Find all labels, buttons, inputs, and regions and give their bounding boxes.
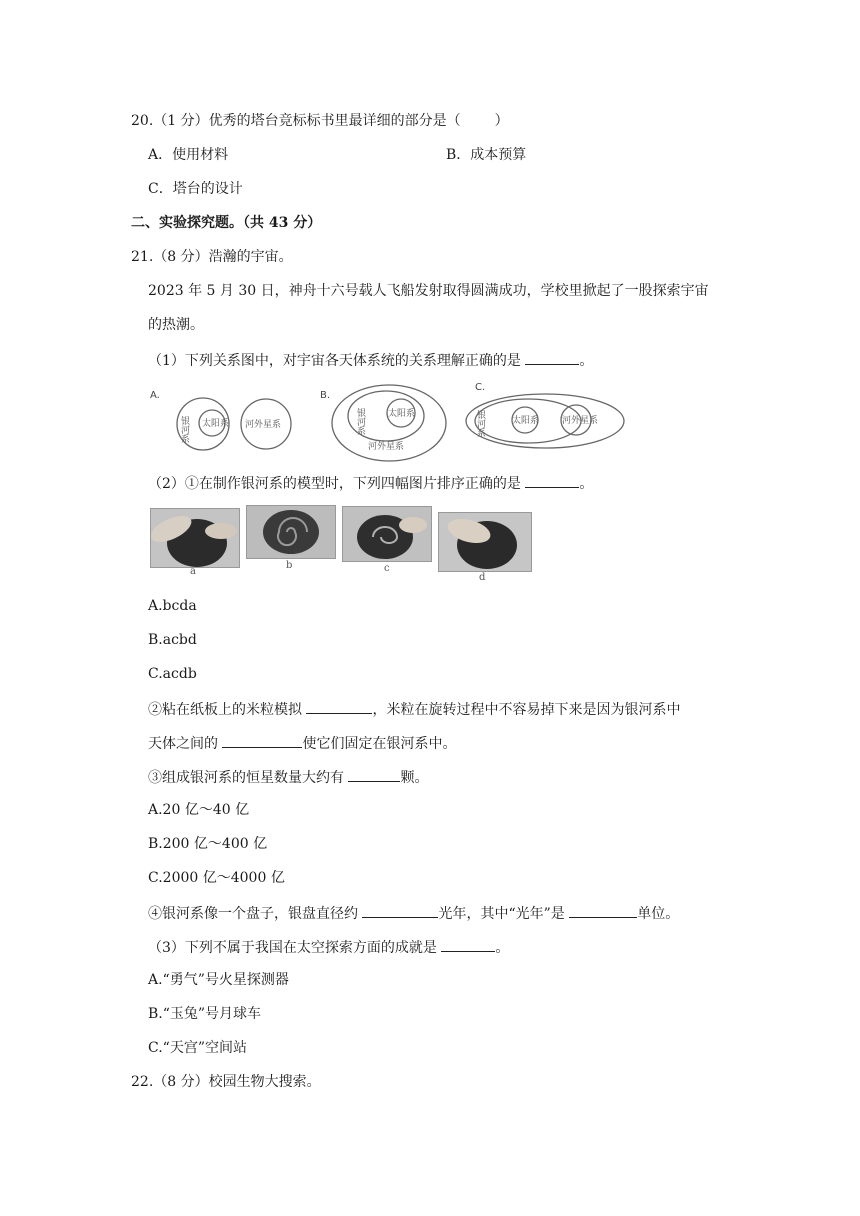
q21-part2-1: （2）①在制作银河系的模型时，下列四幅图片排序正确的是 。 <box>148 473 593 493</box>
diagram-b-taiyang: 太阳系 <box>388 409 416 419</box>
q20-option-b: B．成本预算 <box>446 147 527 163</box>
q21-intro-line2: 的热潮。 <box>148 317 204 333</box>
q21-intro-line1: 2023 年 5 月 30 日，神舟十六号载人飞船发射取得圆满成功，学校里掀起了一股探索宇宙 <box>148 283 709 299</box>
q21-part3: （3）下列不属于我国在太空探索方面的成就是 。 <box>148 937 509 957</box>
q21-part2-2-line1: ②粘在纸板上的米粒模拟 ，米粒在旋转过程中不容易掉下来是因为银河系中 <box>148 699 680 719</box>
q20-stem: 20.（1 分）优秀的塔台竞标标书里最详细的部分是（ ） <box>131 113 509 129</box>
diagram-a-label: A. <box>150 390 160 401</box>
photo-a <box>150 508 240 568</box>
q21-p2-option-c: C.acdb <box>148 666 197 682</box>
q20-option-a: A．使用材料 <box>148 147 229 163</box>
q21-part2-3: ③组成银河系的恒星数量大约有 颗。 <box>148 767 428 787</box>
q20-option-c: C．塔台的设计 <box>148 181 243 197</box>
diagram-b-yinhe: 银河系 <box>355 408 365 435</box>
q21-p2-option-b: B.acbd <box>148 632 197 648</box>
diagram-a-yinhe: 银河系 <box>179 416 189 443</box>
diagram-b-hewai: 河外星系 <box>368 442 405 452</box>
q21-p23-option-a: A.20 亿～40 亿 <box>148 802 250 818</box>
q21-p3-option-b: B.“玉兔”号月球车 <box>148 1006 262 1022</box>
q21-part2-2-line2: 天体之间的 使它们固定在银河系中。 <box>148 733 456 753</box>
galaxy-relationship-diagram <box>148 378 628 464</box>
q21-p3-option-c: C.“天宫”空间站 <box>148 1040 247 1056</box>
photo-c-caption: c <box>384 563 390 574</box>
diagram-b-label: B. <box>320 390 331 401</box>
photo-d <box>438 512 532 572</box>
photo-b-caption: b <box>286 560 293 571</box>
section-title: 二、实验探究题。（共 43 分） <box>131 215 322 231</box>
diagram-c-label: C. <box>475 382 486 393</box>
photo-c <box>342 506 432 562</box>
diagram-c-taiyang: 太阳系 <box>512 416 540 426</box>
q22-stem: 22.（8 分）校园生物大搜索。 <box>131 1074 321 1090</box>
q21-p23-option-c: C.2000 亿～4000 亿 <box>148 870 285 886</box>
photo-a-caption: a <box>190 566 196 577</box>
q21-part1: （1）下列关系图中，对宇宙各天体系统的关系理解正确的是 。 <box>148 350 593 370</box>
diagram-c-yinhe: 银河系 <box>475 410 485 437</box>
q21-p2-option-a: A.bcda <box>148 598 197 614</box>
photo-d-caption: d <box>479 572 486 583</box>
q21-stem: 21.（8 分）浩瀚的宇宙。 <box>131 249 293 265</box>
q21-part2-4: ④银河系像一个盘子，银盘直径约 光年，其中“光年”是 单位。 <box>148 903 679 923</box>
diagram-a-hewai: 河外星系 <box>245 420 282 430</box>
diagram-c-hewai: 河外星系 <box>562 416 599 426</box>
diagram-a-taiyang: 太阳系 <box>202 419 230 429</box>
q21-p3-option-a: A.“勇气”号火星探测器 <box>148 972 289 988</box>
photo-b <box>246 505 336 559</box>
q21-p23-option-b: B.200 亿～400 亿 <box>148 836 268 852</box>
